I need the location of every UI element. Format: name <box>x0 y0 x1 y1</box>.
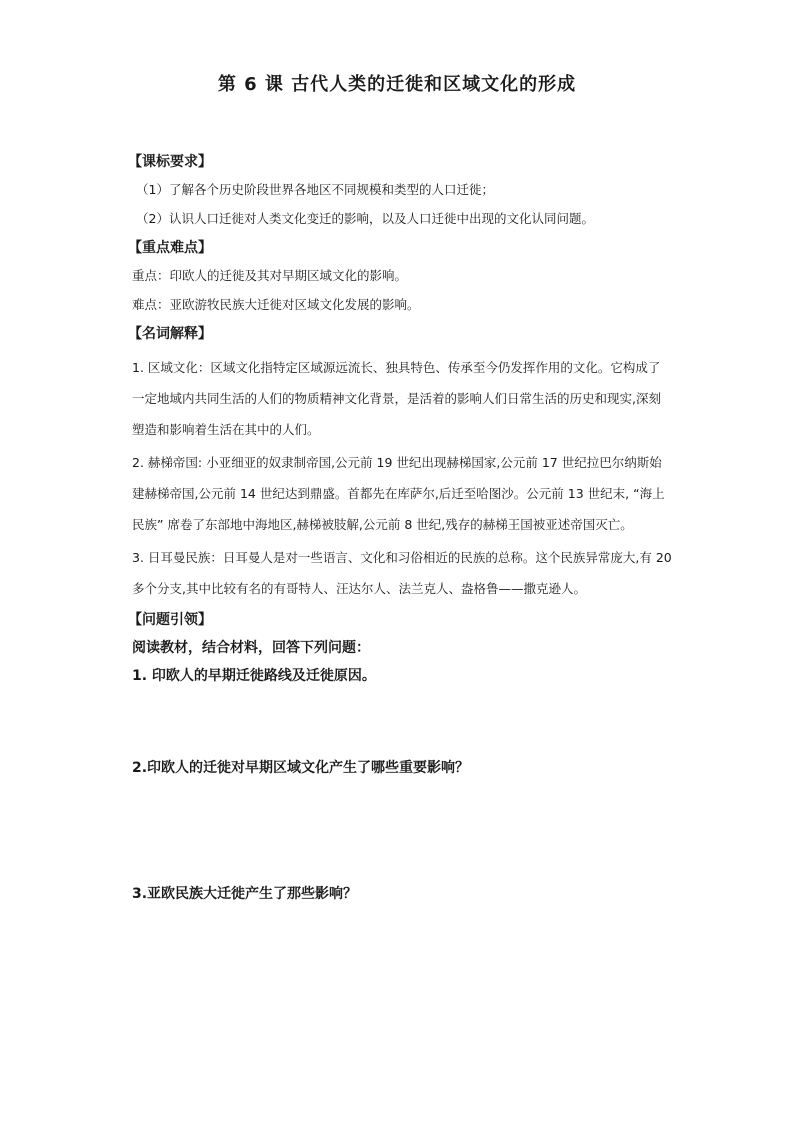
difficult-point-item: 难点：亚欧游牧民族大迁徙对区域文化发展的影响。 <box>132 297 420 312</box>
questions-heading: 【问题引领】 <box>128 612 212 628</box>
terms-section <box>128 324 672 604</box>
curriculum-heading: 【课标要求】 <box>128 154 212 170</box>
curriculum-section <box>128 152 672 229</box>
curriculum-item-1: （1）了解各个历史阶段世界各地区不同规模和类型的人口迁徙； <box>136 182 494 197</box>
term-hittite-empire: 2. 赫梯帝国: 小亚细亚的奴隶制帝国,公元前 19 世纪出现赫梯国家,公元前 17 世纪拉巴尔纳斯始建赫梯帝国,公元前 14 世纪达到鼎盛。首都先在库萨尔,后迁至哈图沙。公元前 13 世纪末, “海上民族” 席卷了东部地中海地区,赫梯被肢解,公元前 8 世纪,残存的赫梯王国被亚述帝国灭亡。 <box>132 455 665 532</box>
key-point-item: 重点：印欧人的迁徙及其对早期区域文化的影响。 <box>132 268 408 283</box>
question-1: 1. 印欧人的早期迁徙路线及迁徙原因。 <box>132 668 376 684</box>
document-body <box>128 146 672 904</box>
questions-section <box>128 610 672 904</box>
term-germanic-peoples: 3. 日耳曼民族：日耳曼人是对一些语言、文化和习俗相近的民族的总称。这个民族异常庞大,有 20 多个分支,其中比较有名的有哥特人、汪达尔人、法兰克人、盎格鲁——撒克逊人。 <box>132 550 672 596</box>
question-2: 2.印欧人的迁徙对早期区域文化产生了哪些重要影响？ <box>132 760 470 776</box>
curriculum-item-2: （2）认识人口迁徙对人类文化变迁的影响，以及人口迁徙中出现的文化认同问题。 <box>136 211 594 226</box>
questions-intro: 阅读教材，结合材料，回答下列问题： <box>132 640 370 656</box>
question-3: 3.亚欧民族大迁徙产生了那些影响？ <box>132 886 358 902</box>
key-points-section <box>128 238 672 315</box>
key-points-heading: 【重点难点】 <box>128 240 212 256</box>
terms-heading: 【名词解释】 <box>128 326 212 342</box>
term-regional-culture: 1. 区域文化：区域文化指特定区域源远流长、独具特色、传承至今仍发挥作用的文化。它构成了一定地域内共同生活的人们的物质精神文化背景，是活着的影响人们日常生活的历史和现实,深刻塑造和影响着生活在其中的人们。 <box>132 360 661 437</box>
page-title: 第 6 课 古代人类的迁徙和区域文化的形成 <box>217 74 577 95</box>
